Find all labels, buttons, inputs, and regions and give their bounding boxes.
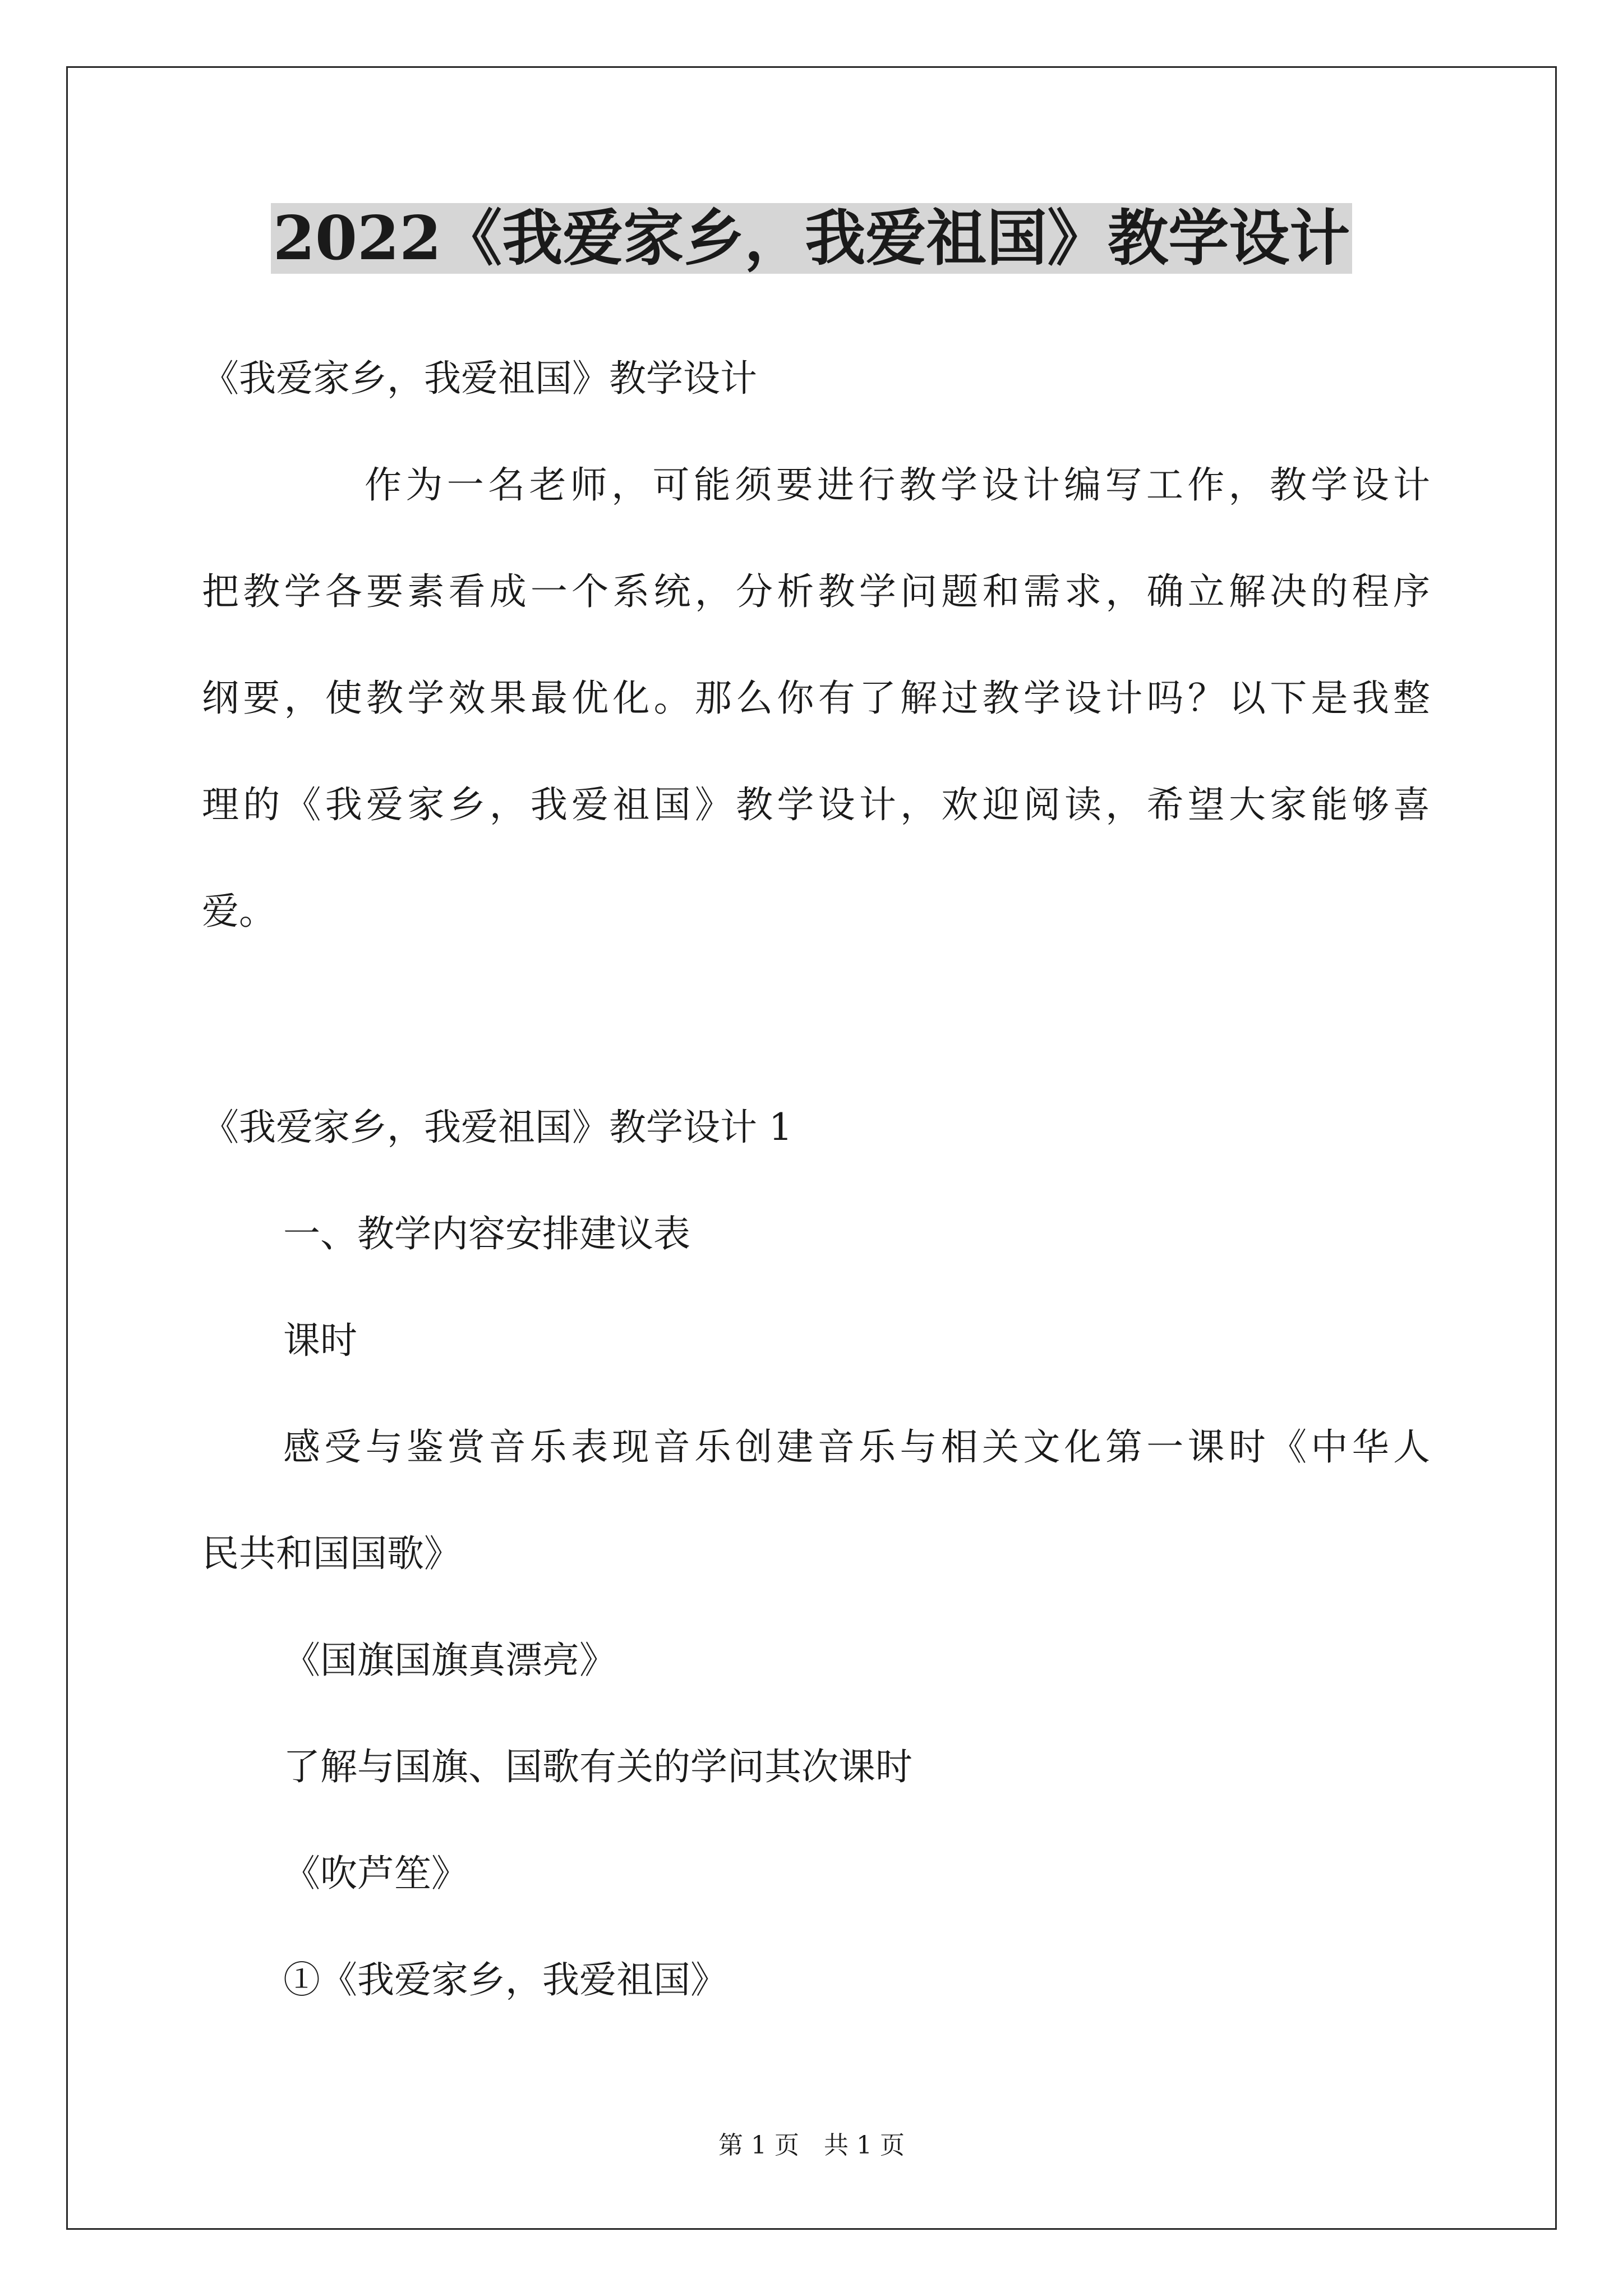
subtitle: 《我爱家乡，我爱祖国》教学设计 [202, 357, 757, 400]
item-guoqi: 《国旗国旗真漂亮》 [283, 1639, 616, 1682]
intro-line-1: 作为一名老师，可能须要进行教学设计编写工作，教学设计 [365, 463, 1430, 507]
body-line-1b: 民共和国国歌》 [202, 1532, 461, 1575]
heading-teaching-content: 一、教学内容安排建议表 [283, 1212, 690, 1255]
intro-line-2: 把教学各要素看成一个系统，分析教学问题和需求，确立解决的程序 [202, 570, 1430, 613]
section-title: 《我爱家乡，我爱祖国》教学设计 1 [202, 1106, 792, 1149]
item-woai: ①《我爱家乡，我爱祖国》 [283, 1958, 727, 2001]
intro-line-4: 理的《我爱家乡，我爱祖国》教学设计，欢迎阅读，希望大家能够喜 [202, 783, 1430, 826]
title-text: 2022《我爱家乡，我爱祖国》教学设计 [271, 203, 1353, 274]
intro-line-3: 纲要，使教学效果最优化。那么你有了解过教学设计吗？以下是我整 [202, 677, 1430, 720]
item-liaojie: 了解与国旗、国歌有关的学问其次课时 [283, 1745, 912, 1788]
intro-line-5: 爱。 [202, 890, 276, 933]
body-line-1a: 感受与鉴赏音乐表现音乐创建音乐与相关文化第一课时《中华人 [283, 1425, 1430, 1469]
page-footer: 第 1 页 共 1 页 [718, 2131, 905, 2160]
document-title [0, 196, 1623, 280]
item-chuilusheng: 《吹芦笙》 [283, 1852, 468, 1895]
label-keshi: 课时 [283, 1319, 357, 1362]
